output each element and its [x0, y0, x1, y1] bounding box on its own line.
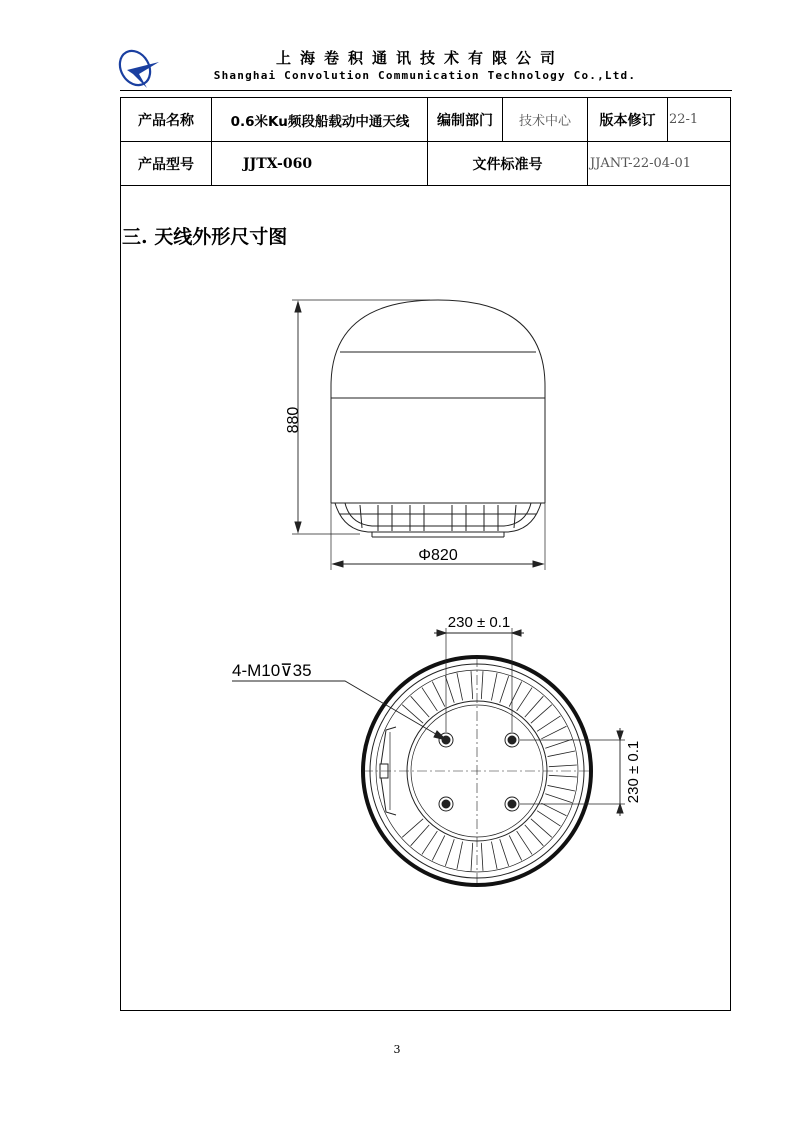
revision-value: 22-1: [669, 112, 699, 127]
horizontal-spacing-dimension-lines: [434, 628, 524, 732]
section-title: 三. 天线外形尺寸图: [122, 226, 288, 248]
cage-rib: [537, 716, 560, 731]
cage-rib: [548, 751, 575, 757]
radome-side-view: [331, 300, 545, 537]
cage-rib: [509, 682, 522, 707]
diameter-dimension-label: Φ820: [418, 547, 458, 564]
cage-rib: [457, 842, 463, 869]
cage-rib: [531, 819, 552, 838]
cage-rib: [525, 825, 544, 846]
doc-std-label: 文件标准号: [472, 156, 543, 173]
cage-rib: [545, 739, 572, 748]
doc-std-value: JJANT-22-04-01: [590, 156, 691, 171]
height-dimension-lines: [292, 300, 430, 534]
cage-rib: [541, 803, 566, 816]
cage-rib: [537, 811, 560, 826]
model-label: 产品型号: [138, 156, 194, 173]
cage-rib: [402, 819, 423, 838]
cage-rib: [432, 682, 445, 707]
revision-label: 版本修订: [599, 112, 656, 129]
cage-rib: [548, 785, 575, 791]
height-dimension-label: 880: [285, 406, 303, 434]
cage-rib: [432, 835, 445, 860]
cage-rib: [549, 775, 577, 777]
page-number: 3: [393, 1043, 401, 1056]
dept-value: 技术中心: [518, 114, 571, 129]
cage-rib: [481, 671, 483, 699]
dept-label: 编制部门: [437, 112, 493, 129]
cage-rib: [457, 673, 463, 700]
cage-rib: [541, 726, 566, 739]
hole-callout-leader: [232, 681, 446, 740]
cage-rib: [471, 671, 473, 699]
cage-rib: [471, 843, 473, 871]
cage-rib: [531, 705, 552, 724]
cage-rib: [445, 839, 454, 866]
cage-rib: [422, 688, 437, 711]
cage-rib: [525, 696, 544, 717]
cage-rib: [445, 676, 454, 703]
company-name-cn: 上海卷积通讯技术有限公司: [275, 49, 564, 67]
cage-rib: [411, 825, 430, 846]
cage-rib: [545, 794, 572, 803]
cage-rib: [422, 831, 437, 854]
horizontal-spacing-label: 230 ± 0.1: [447, 614, 511, 631]
bolt-holes: [439, 733, 519, 811]
cage-rib: [517, 831, 532, 854]
company-name-en: Shanghai Convolution Communication Technology Co.,Ltd.: [213, 69, 637, 82]
cage-rib: [491, 673, 497, 700]
product-name-value: 0.6米Ku频段船载动中通天线: [230, 113, 410, 130]
cage-rib: [481, 843, 483, 871]
cage-rib: [517, 688, 532, 711]
cage-rib: [491, 842, 497, 869]
cage-rib: [500, 839, 509, 866]
cage-rib: [411, 696, 430, 717]
product-name-label: 产品名称: [138, 112, 194, 129]
model-value: JJTX-060: [243, 155, 313, 172]
hole-callout-label: 4-M10⊽35: [232, 661, 312, 680]
cage-rib: [549, 765, 577, 767]
cage-rib: [500, 676, 509, 703]
cage-rib: [509, 835, 522, 860]
vertical-spacing-label: 230 ± 0.1: [624, 740, 642, 804]
